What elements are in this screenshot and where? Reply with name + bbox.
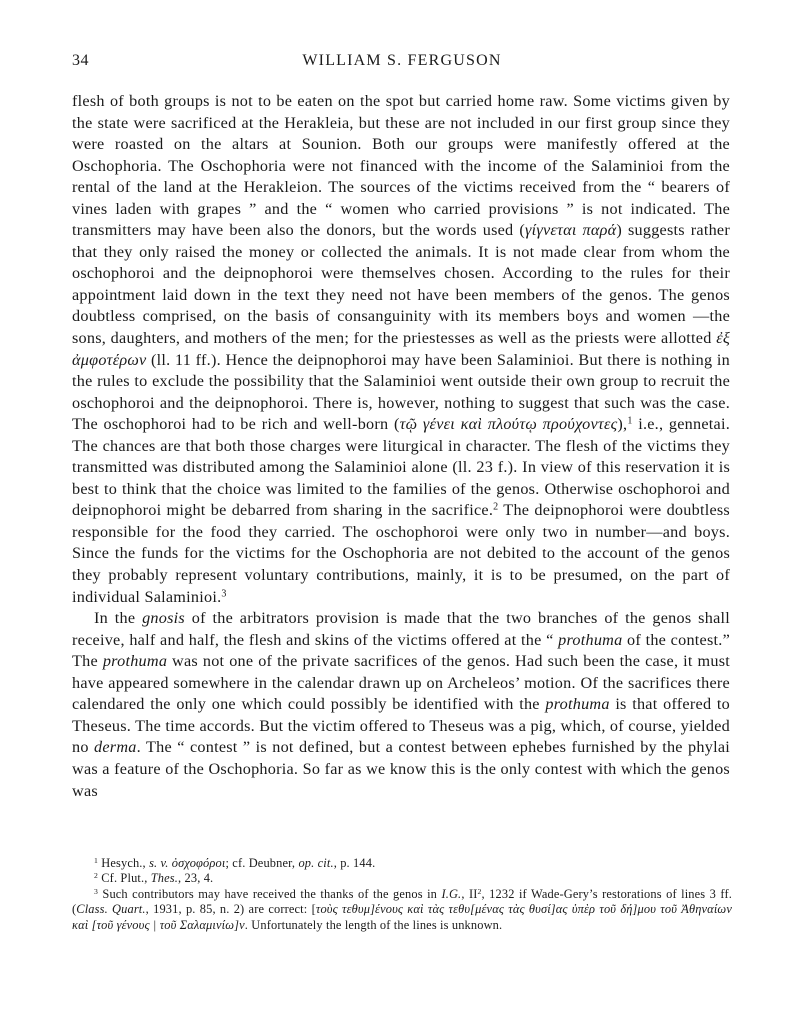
- footnote-ref-1[interactable]: 1: [627, 415, 633, 427]
- text-run: , II: [461, 886, 478, 901]
- text-run: Such contributors may have received the thanks of the genos in: [98, 886, 442, 901]
- text-run: ) suggests rather that they only raised the money or collected the animals. It is not made clear from whom the oschophoroi and the deipnophoroi were themselves chosen. According to the rules for their appointment laid down in the text they need not have been members of the genos. The genos doubtless comprised, on the basis of consanguinity with its members boys and women —the sons, daughters, and mothers of the men; for the priestesses as well as the priests were allotted: [72, 221, 730, 348]
- italic-term: prothuma: [102, 652, 168, 671]
- italic-term: I.G.: [441, 886, 462, 901]
- paragraph-2: [72, 608, 730, 802]
- greek-phrase: ὀσχοφόροι: [168, 856, 226, 870]
- text-run: , 1232 if Wade-Gery’s restorations of lines 3 ff. (: [72, 886, 732, 917]
- footnote-ref-3[interactable]: 3: [221, 588, 227, 600]
- italic-term: Thes.: [150, 871, 179, 886]
- text-run: Cf. Plut.,: [98, 871, 151, 886]
- footnote-number: 2: [94, 871, 98, 881]
- body-text: [72, 91, 730, 802]
- paragraph-1: [72, 91, 730, 608]
- text-run: The deipnophoroi were doubtless responsible for the food they carried. The oschophoroi were only two in number—and boys. Since the funds for the victims for the Oschophoria are not debited to the account of the genos they probably represent voluntary contributions, mainly, it is to be presumed, on the part of individual Salaminioi.: [72, 501, 730, 606]
- text-run: Hesych.,: [98, 856, 150, 870]
- footnote-3: [72, 887, 732, 933]
- superscript: 2: [477, 886, 482, 896]
- text-run: (ll. 11 ff.). Hence the deipnophoroi may have been Salaminioi. But there is nothing in the rules to exclude the possibility that the Salaminioi went outside their own group to recruit the oschophoroi and the deipnophoroi. There is, however, nothing to suggest that such was the case. The oschophoroi had to be rich and well-born (: [72, 350, 730, 434]
- greek-phrase: τοὺς τεθυμ]ένους καὶ τὰς τεθυ[μένας τὰς θυσί]ας ὑπὲρ τοῦ δή]μου τοῦ Ἀθηναίων καὶ [τοῦ γένους | τοῦ Σαλαμινίω]ν: [72, 902, 732, 932]
- text-run: ),: [617, 415, 628, 434]
- footnote-number: 3: [94, 886, 98, 896]
- page-header: [72, 52, 732, 76]
- italic-term: op. cit.: [298, 856, 334, 870]
- greek-phrase: ἐξ ἀμφοτέρων: [72, 329, 730, 369]
- text-run: . Unfortunately the length of the lines is unknown.: [244, 917, 503, 932]
- italic-term: gnosis: [142, 609, 185, 628]
- text-run: of the arbitrators provision is made that the two branches of the genos shall receive, half and half, the flesh and skins of the victims offered at the “: [72, 609, 730, 649]
- footnote-2: [72, 871, 732, 886]
- text-run: , 1931, p. 85, n. 2) are correct: [: [145, 902, 316, 917]
- footnote-1: [72, 856, 732, 871]
- text-run: i.e., gennetai. The chances are that both those charges were liturgical in character. The flesh of the victims they transmitted was distributed among the Salaminioi alone (ll. 23 f.). In view of this reservation it is best to think that the choice was limited to the families of the genos. Otherwise oschophoroi and deipnophoroi might be debarred from sharing in the sacrifice.: [72, 415, 730, 520]
- text-run: is that offered to Theseus. The time accords. But the victim offered to Theseus was a pig, which, of course, yielded no: [72, 695, 730, 757]
- text-run: was not one of the private sacrifices of the genos. Had such been the case, it must have appeared somewhere in the calendar drawn up on Archeleos’ motion. Of the sacrifices there calendared the only one which could possibly be identified with the: [72, 652, 730, 714]
- text-run: , p. 144.: [333, 856, 376, 870]
- text-run: , 23, 4.: [178, 871, 214, 886]
- italic-term: s. v.: [149, 856, 169, 870]
- running-title: WILLIAM S. FERGUSON: [302, 52, 502, 69]
- greek-phrase: τῷ γένει καὶ πλούτῳ προύχοντες: [399, 415, 618, 434]
- italic-term: prothuma: [558, 630, 623, 649]
- greek-phrase: γίγνεται παρά: [524, 221, 617, 240]
- footnote-number: 1: [94, 855, 98, 865]
- italic-term: prothuma: [545, 695, 610, 714]
- page-number: 34: [72, 52, 89, 69]
- text-run: In the: [94, 609, 143, 628]
- text-run: flesh of both groups is not to be eaten on the spot but carried home raw. Some victims given by the state were sacrificed at the Herakleia, but these are not included in our first group since they were roasted on the altars at Sounion. Both our groups were manifestly offered at the Oschophoria. The Oschophoria were not financed with the income of the Salaminioi from the rental of the land at the Herakleion. The sources of the victims received from the “ bearers of vines laden with grapes ” and the “ women who carried provisions ” is not indicated. The transmitters may have been also the donors, but the words used (: [72, 92, 730, 240]
- text-run: of the contest.” The: [72, 630, 730, 671]
- italic-term: Class. Quart.: [76, 902, 146, 917]
- text-run: . The “ contest ” is not defined, but a contest between ephebes furnished by the phylai was a feature of the Oschophoria. So far as we know this is the only contest with which the genos was: [72, 738, 731, 800]
- footnote-ref-2[interactable]: 2: [493, 501, 499, 513]
- text-run: ; cf. Deubner,: [225, 856, 299, 870]
- italic-term: derma: [94, 738, 137, 757]
- footnotes: [72, 856, 732, 933]
